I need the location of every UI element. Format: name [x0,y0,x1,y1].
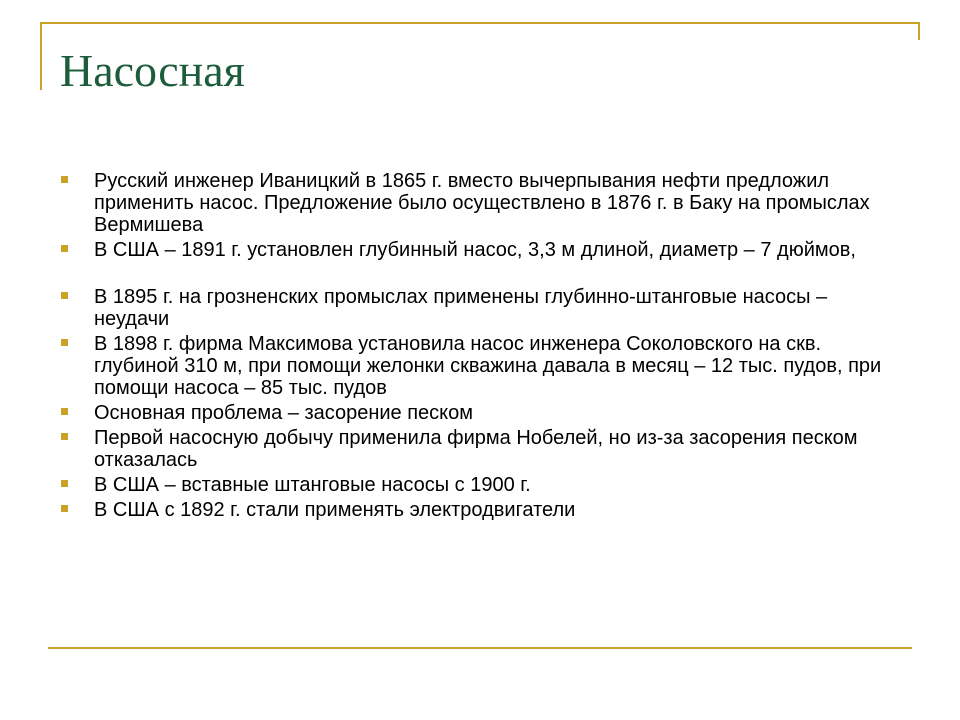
bullet-text: В 1898 г. фирма Максимова установила насос инженера Соколовского на скв. глубиной 310 м, при помощи желонки скважина давала в месяц – 12 тыс. пудов, при помощи насоса – 85 тыс. пудов [94,333,882,399]
bullet-text: В США – вставные штанговые насосы с 1900 г. [94,474,531,496]
frame-left-line [40,22,42,90]
frame-bottom-line [48,647,912,649]
square-bullet-icon [61,245,68,252]
bullet-item [60,170,900,236]
bullet-item [60,239,900,261]
bullet-text: В США с 1892 г. стали применять электродвигатели [94,499,576,521]
square-bullet-icon [61,433,68,440]
square-bullet-icon [61,480,68,487]
square-bullet-icon [61,339,68,346]
bullet-item [60,499,900,521]
frame-right-line [918,22,920,40]
slide-title: Насосная [60,45,245,96]
bullet-item [60,402,900,424]
bullet-text: Русский инженер Иваницкий в 1865 г. вместо вычерпывания нефти предложил применить насос. Предложение было осуществлено в 1876 г. в Баку на промыслах Вермишева [94,170,870,236]
bullet-list [60,170,900,524]
bullet-text: Основная проблема – засорение песком [94,402,474,424]
square-bullet-icon [61,505,68,512]
bullet-item [60,333,900,399]
square-bullet-icon [61,408,68,415]
square-bullet-icon [61,292,68,299]
bullet-item [60,286,900,330]
square-bullet-icon [61,176,68,183]
bullet-item [60,474,900,496]
bullet-text: В 1895 г. на грозненских промыслах применены глубинно-штанговые насосы – неудачи [94,286,828,330]
bullet-text: Первой насосную добычу применила фирма Нобелей, но из-за засорения песком отказалась [94,427,858,471]
frame-top-line [40,22,920,24]
bullet-item [60,427,900,471]
bullet-text: В США – 1891 г. установлен глубинный насос, 3,3 м длиной, диаметр – 7 дюймов, [94,239,856,261]
